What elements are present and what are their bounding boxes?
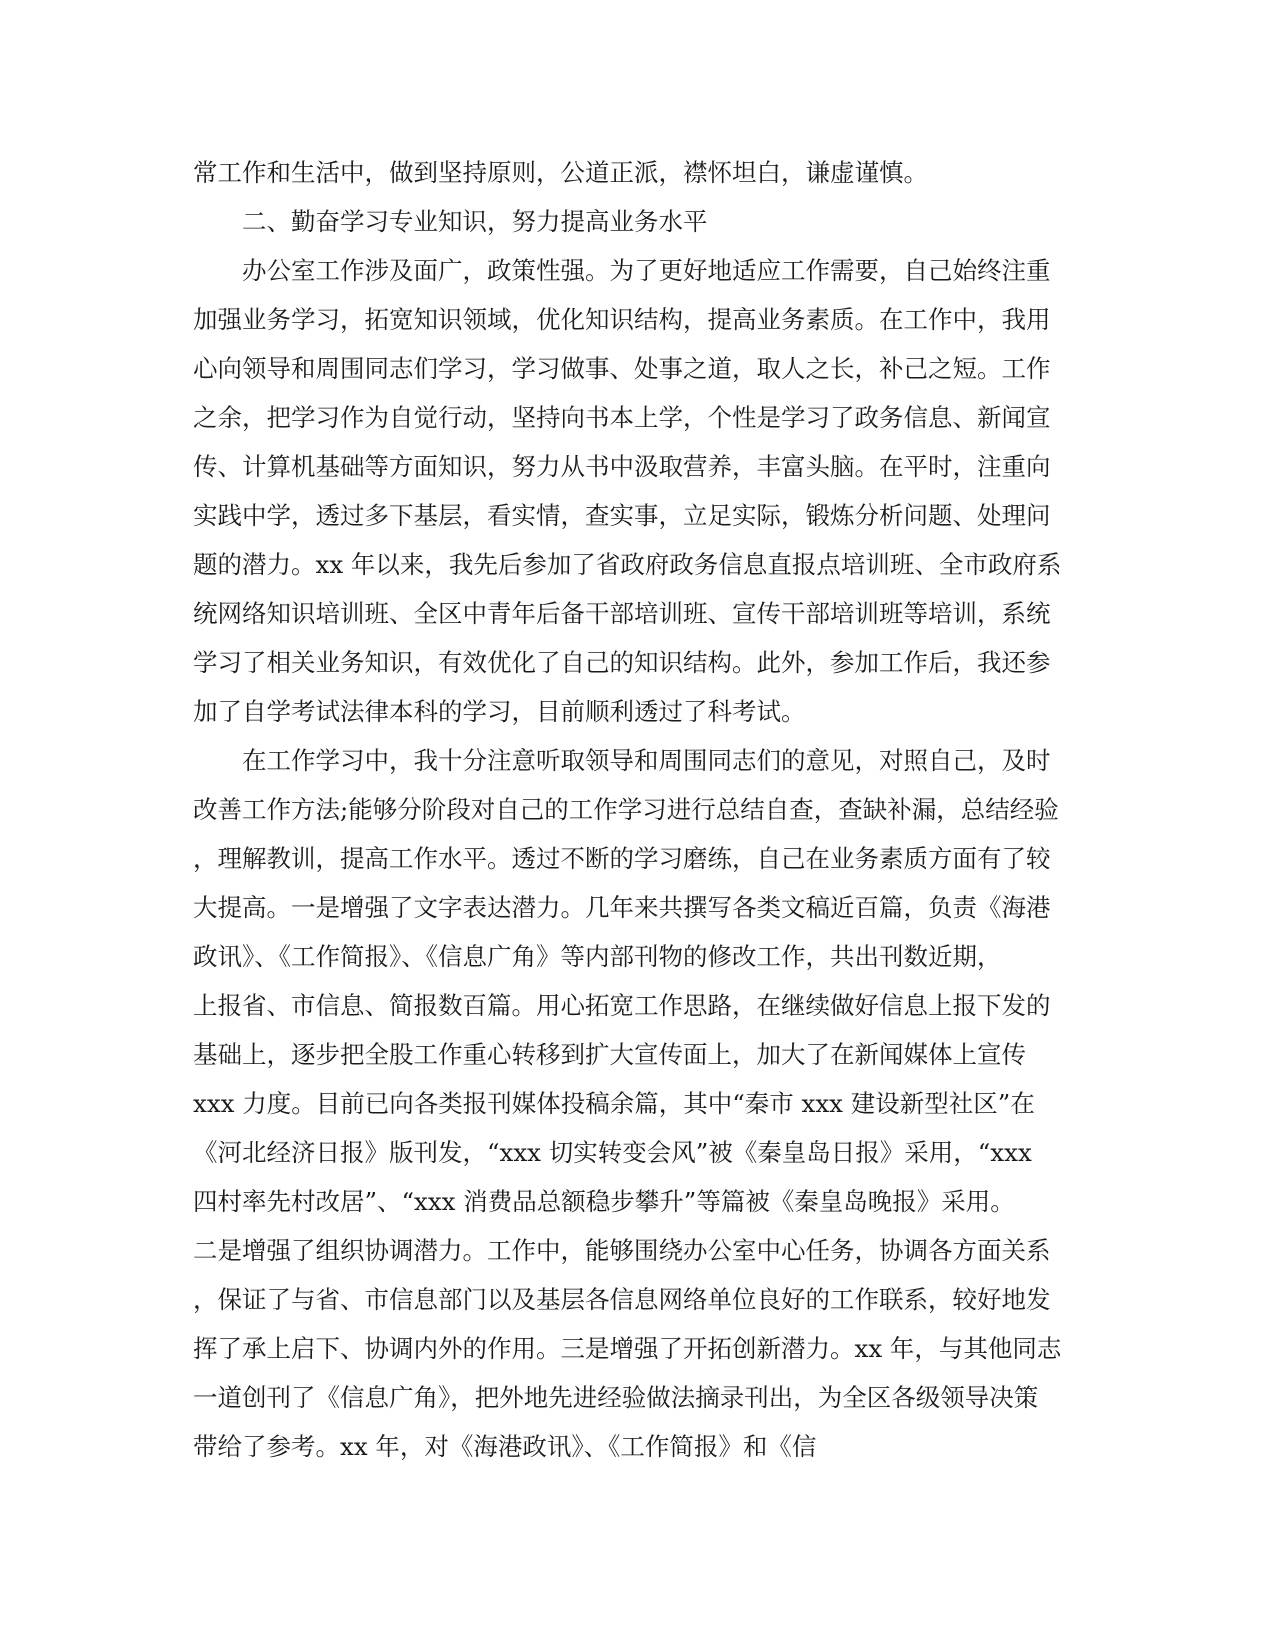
text-line: 二是增强了组织协调潜力。工作中，能够围绕办公室中心任务，协调各方面关系 [193,1236,1051,1265]
text-line: 大提高。一是增强了文字表达潜力。几年来共撰写各类文稿近百篇，负责《海港 [193,893,1051,922]
text-line: 在工作学习中，我十分注意听取领导和周围同志们的意见，对照自己，及时 [193,746,1051,775]
text-line: 学习了相关业务知识，有效优化了自己的知识结构。此外，参加工作后，我还参 [193,648,1051,677]
text-line: 政讯》、《工作简报》、《信息广角》等内部刊物的修改工作，共出刊数近期， [193,942,1002,971]
text-line: 带给了参考。xx 年，对《海港政讯》、《工作简报》和《信 [193,1432,817,1461]
text-line: 加强业务学习，拓宽知识领域，优化知识结构，提高业务素质。在工作中，我用 [193,305,1051,334]
text-line: 加了自学考试法律本科的学习，目前顺利透过了科考试。 [193,697,806,726]
text-line: 基础上，逐步把全股工作重心转移到扩大宣传面上，加大了在新闻媒体上宣传 [193,1040,1026,1069]
text-line: xxx 力度。目前已向各类报刊媒体投稿余篇，其中“秦市 xxx 建设新型社区”在 [193,1089,1035,1118]
text-line: 办公室工作涉及面广，政策性强。为了更好地适应工作需要，自己始终注重 [193,256,1051,285]
text-line: 一道创刊了《信息广角》，把外地先进经验做法摘录刊出，为全区各级领导决策 [193,1383,1039,1412]
text-line: 《河北经济日报》版刊发，“xxx 切实转变会风”被《秦皇岛日报》采用，“xxx [193,1138,1032,1167]
text-line: 题的潜力。xx 年以来，我先后参加了省政府政务信息直报点培训班、全市政府系 [193,550,1062,579]
document-body [193,148,1083,1471]
text-line: 实践中学，透过多下基层，看实情，查实事，立足实际，锻炼分析问题、处理问 [193,501,1051,530]
text-line: 之余，把学习作为自觉行动，坚持向书本上学，个性是学习了政务信息、新闻宣 [193,403,1051,432]
section-heading: 二、勤奋学习专业知识，努力提高业务水平 [193,207,708,236]
text-line: ，理解教训，提高工作水平。透过不断的学习磨练，自己在业务素质方面有了较 [193,844,1051,873]
text-line: 心向领导和周围同志们学习，学习做事、处事之道，取人之长，补己之短。工作 [193,354,1051,383]
text-line: ，保证了与省、市信息部门以及基层各信息网络单位良好的工作联系，较好地发 [193,1285,1051,1314]
text-line: 传、计算机基础等方面知识，努力从书中汲取营养，丰富头脑。在平时，注重向 [193,452,1051,481]
text-line: 常工作和生活中，做到坚持原则，公道正派，襟怀坦白，谦虚谨慎。 [193,158,928,187]
text-line: 四村率先村改居”、“xxx 消费品总额稳步攀升”等篇被《秦皇岛晚报》采用。 [193,1187,1015,1216]
text-line: 统网络知识培训班、全区中青年后备干部培训班、宣传干部培训班等培训，系统 [193,599,1051,628]
text-line: 挥了承上启下、协调内外的作用。三是增强了开拓创新潜力。xx 年，与其他同志 [193,1334,1062,1363]
text-line: 上报省、市信息、简报数百篇。用心拓宽工作思路，在继续做好信息上报下发的 [193,991,1051,1020]
text-line: 改善工作方法;能够分阶段对自己的工作学习进行总结自查，查缺补漏，总结经验 [193,795,1059,824]
